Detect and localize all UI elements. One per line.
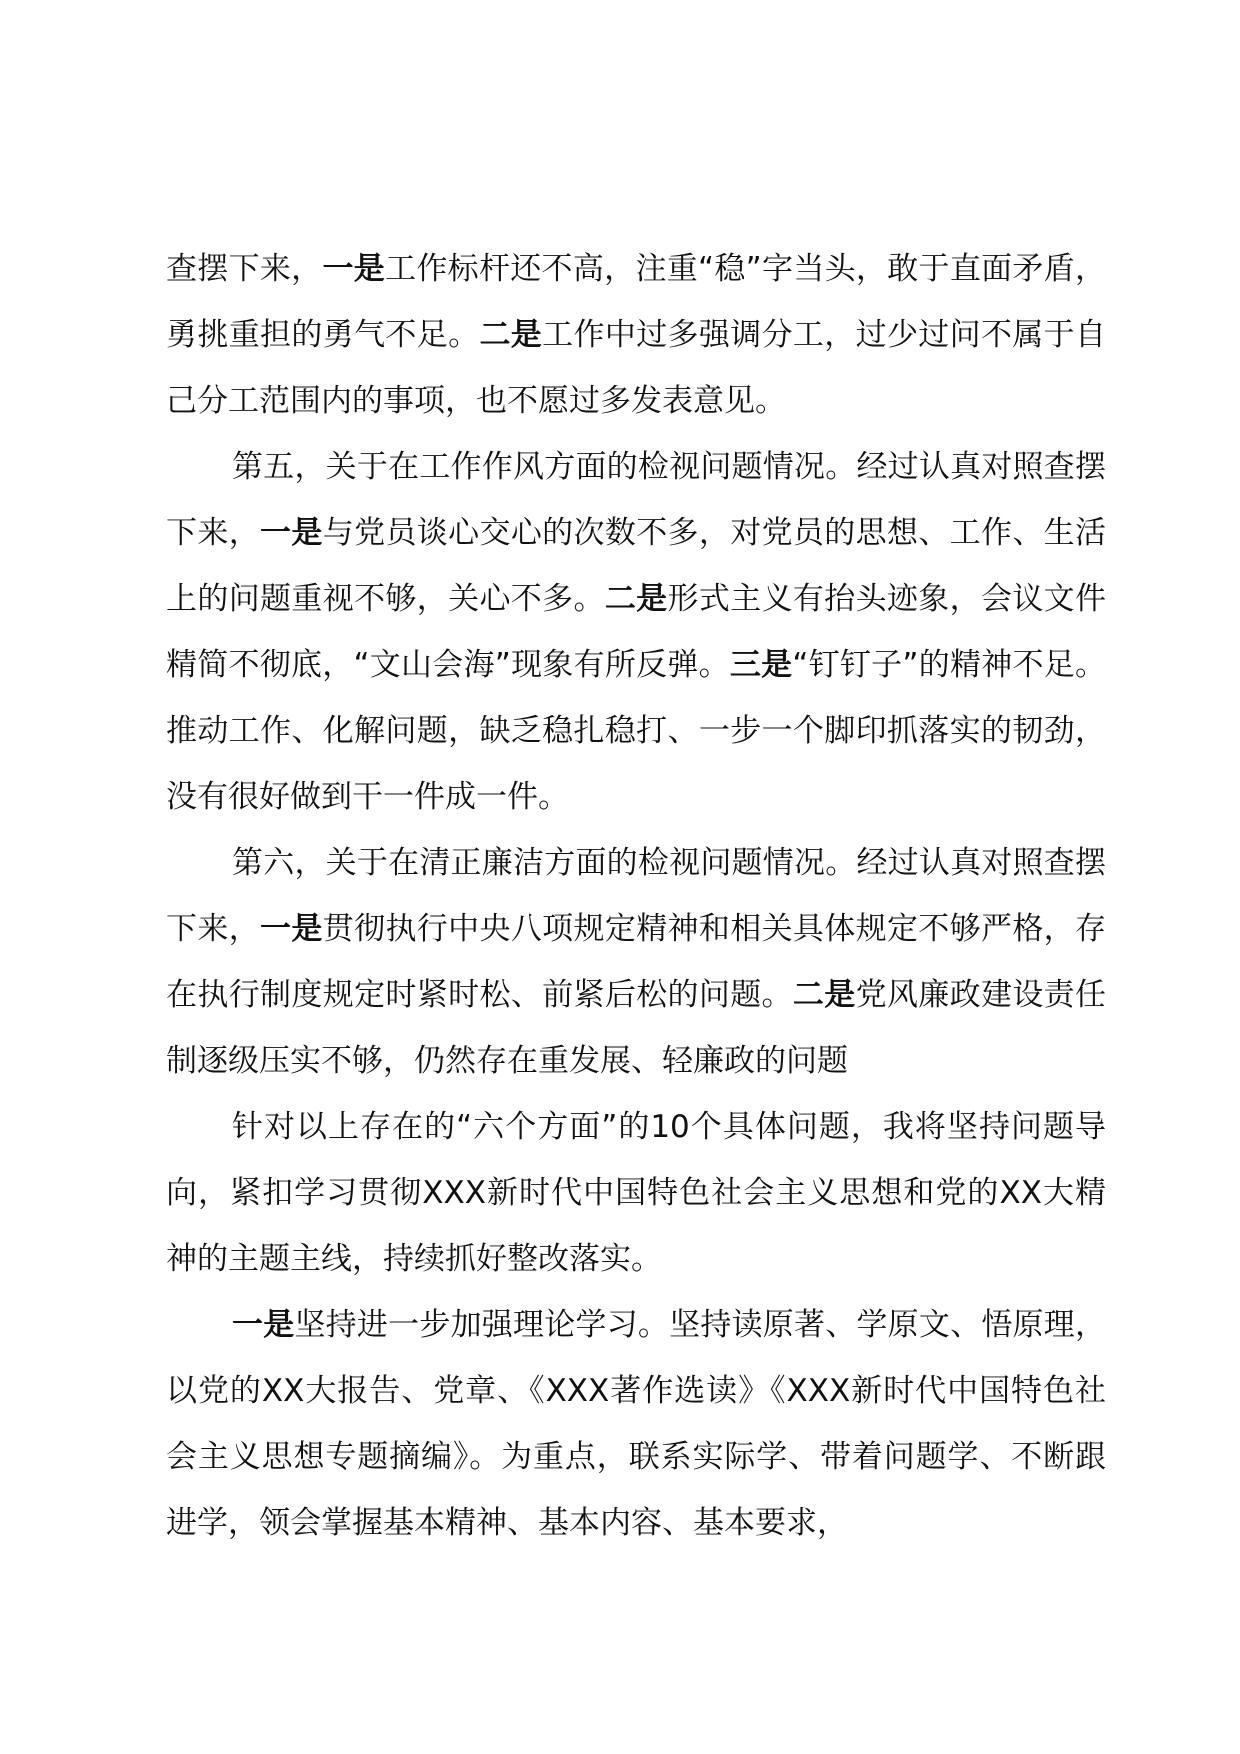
bold-label: 二是 — [479, 317, 543, 353]
text-run: 工作标杆还不高，注重“稳”字当头，敢于直面矛盾，勇挑重担的勇气不足。 — [166, 251, 1107, 353]
paragraph — [166, 1292, 1106, 1556]
text-run: 针对以上存在的“六个方面”的10个具体问题，我将坚持问题导向，紧扣学习贯彻XXX新时代中国特色社会主义思想和党的XX大精神的主题主线，持续抓好整改落实。 — [166, 1109, 1106, 1277]
text-run: 第六，关于在清正廉洁方面的检视问题情况。经过认真对照查摆下来， — [166, 845, 1106, 947]
text-run: 工作中过多强调分工，过少过问不属于自己分工范围内的事项，也不愿过多发表意见。 — [166, 317, 1107, 419]
text-run: “钉钉子”的精神不足。推动工作、化解问题，缺乏稳扎稳打、一步一个脚印抓落实的韧劲，没有很好做到干一件成一件。 — [166, 647, 1106, 815]
paragraph — [166, 236, 1106, 434]
text-run: 党风廉政建设责任制逐级压实不够，仍然存在重发展、轻廉政的问题 — [166, 977, 1107, 1079]
text-run: 坚持进一步加强理论学习。坚持读原著、学原文、悟原理，以党的XX大报告、党章、《XXX著作选读》《XXX新时代中国特色社会主义思想专题摘编》。为重点，联系实际学、带着问题学、不断跟进学，领会掌握基本精神、基本内容、基本要求， — [166, 1307, 1107, 1541]
bold-label: 二是 — [604, 581, 668, 617]
bold-label: 一是 — [232, 1307, 295, 1343]
paragraph — [166, 1094, 1106, 1292]
text-run: 与党员谈心交心的次数不多，对党员的思想、工作、生活上的问题重视不够，关心不多。 — [166, 515, 1107, 617]
bold-label: 三是 — [729, 647, 793, 683]
text-run: 贯彻执行中央八项规定精神和相关具体规定不够严格，存在执行制度规定时紧时松、前紧后松的问题。 — [166, 911, 1107, 1013]
document-body — [166, 236, 1106, 1556]
bold-label: 一是 — [260, 515, 323, 551]
bold-label: 一是 — [322, 251, 386, 287]
text-run: 形式主义有抬头迹象，会议文件精简不彻底，“文山会海”现象有所反弹。 — [166, 581, 1107, 683]
bold-label: 二是 — [792, 977, 856, 1013]
paragraph — [166, 434, 1106, 830]
paragraph — [166, 830, 1106, 1094]
text-run: 查摆下来， — [166, 251, 323, 287]
bold-label: 一是 — [260, 911, 323, 947]
text-run: 第五，关于在工作作风方面的检视问题情况。经过认真对照查摆下来， — [166, 449, 1106, 551]
